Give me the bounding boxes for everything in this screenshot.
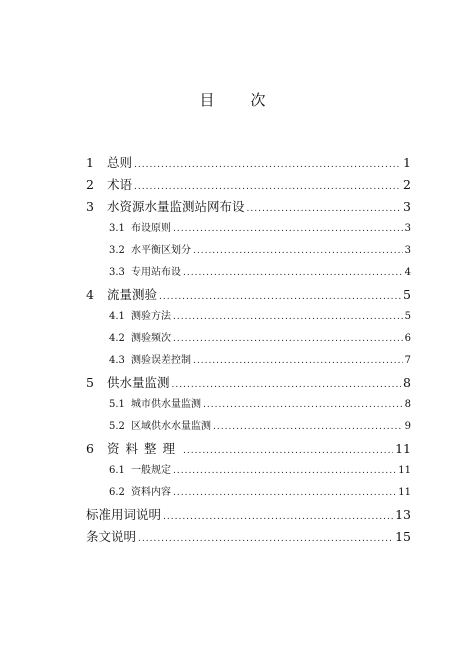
toc-entry-label: 条文说明: [86, 529, 137, 544]
toc-entry-page-number: 8: [403, 375, 411, 390]
toc-entry-page-number: 13: [395, 507, 411, 522]
toc-entry-page-number: 11: [398, 487, 411, 498]
toc-entry-label: 流量测验: [107, 287, 158, 302]
toc-entry-label: 供水量监测: [107, 375, 170, 390]
toc-entry-page-number: 4: [404, 267, 411, 278]
toc-entry-number: 6: [86, 441, 94, 456]
toc-entry-page-number: 3: [404, 245, 411, 256]
toc-entry-label: 布设原则: [131, 223, 171, 234]
toc-entry-number: 4.3: [109, 355, 125, 366]
toc-entry[interactable]: [86, 394, 411, 416]
toc-entry[interactable]: [86, 328, 411, 350]
toc-entry-number: 2: [86, 177, 94, 192]
toc-entry-number: 3: [86, 199, 94, 214]
toc-dot-leader: [172, 374, 402, 396]
toc-dot-leader: [247, 198, 402, 220]
table-of-contents: [86, 152, 411, 548]
toc-entry[interactable]: [86, 196, 411, 218]
toc-entry-label: 总则: [107, 155, 133, 170]
toc-dot-leader: [193, 240, 403, 262]
toc-entry-page-number: 8: [404, 399, 411, 410]
toc-dot-leader: [173, 460, 396, 482]
toc-entry-number: 4: [86, 287, 94, 302]
toc-entry-page-number: 9: [404, 421, 411, 432]
toc-title: 目 次: [199, 91, 268, 109]
toc-entry-number: 4.1: [109, 311, 125, 322]
toc-entry-number: 3.1: [109, 223, 125, 234]
toc-entry-label: 一般规定: [131, 465, 171, 476]
toc-entry-page-number: 3: [403, 199, 411, 214]
toc-dot-leader: [173, 328, 403, 350]
toc-entry[interactable]: [86, 460, 411, 482]
toc-entry-page-number: 5: [404, 311, 411, 322]
toc-entry-label: 测验误差控制: [131, 355, 191, 366]
toc-entry[interactable]: [86, 306, 411, 328]
toc-dot-leader: [173, 218, 403, 240]
toc-dot-leader: [138, 528, 393, 550]
toc-entry-label: 测验频次: [131, 333, 171, 344]
toc-entry-page-number: 11: [398, 465, 411, 476]
toc-entry[interactable]: [86, 174, 411, 196]
toc-entry[interactable]: [86, 152, 411, 174]
toc-dot-leader: [183, 440, 393, 462]
toc-entry-label: 水资源水量监测站网布设: [107, 199, 245, 214]
toc-dot-leader: [183, 262, 403, 284]
toc-entry[interactable]: [86, 262, 411, 284]
toc-entry[interactable]: [86, 504, 411, 526]
toc-dot-leader: [163, 506, 393, 528]
toc-entry-number: 5: [86, 375, 94, 390]
toc-dot-leader: [213, 416, 403, 438]
toc-entry[interactable]: [86, 240, 411, 262]
toc-entry-number: 6.1: [109, 465, 125, 476]
toc-entry-number: 5.2: [109, 421, 125, 432]
toc-entry-page-number: 6: [404, 333, 411, 344]
toc-dot-leader: [193, 350, 403, 372]
toc-dot-leader: [134, 154, 401, 176]
toc-entry-number: 1: [86, 155, 94, 170]
toc-entry[interactable]: [86, 416, 411, 438]
toc-entry-number: 5.1: [109, 399, 125, 410]
toc-entry[interactable]: [86, 482, 411, 504]
toc-entry-label: 区域供水水量监测: [131, 421, 211, 432]
toc-entry-page-number: 7: [404, 355, 411, 366]
toc-entry-number: 6.2: [109, 487, 125, 498]
toc-entry[interactable]: [86, 526, 411, 548]
toc-entry-number: 4.2: [109, 333, 125, 344]
toc-entry[interactable]: [86, 218, 411, 240]
toc-entry-label: 测验方法: [131, 311, 171, 322]
toc-entry-page-number: 2: [403, 177, 411, 192]
toc-entry[interactable]: [86, 372, 411, 394]
toc-entry[interactable]: [86, 284, 411, 306]
toc-entry-label: 资料内容: [131, 487, 171, 498]
toc-entry-page-number: 1: [403, 155, 411, 170]
toc-entry-number: 3.3: [109, 267, 125, 278]
toc-entry[interactable]: [86, 350, 411, 372]
toc-entry-number: 3.2: [109, 245, 125, 256]
toc-dot-leader: [203, 394, 403, 416]
toc-entry-page-number: 15: [395, 529, 411, 544]
toc-dot-leader: [134, 176, 401, 198]
toc-dot-leader: [173, 482, 396, 504]
toc-entry-page-number: 3: [404, 223, 411, 234]
toc-entry-label: 专用站布设: [131, 267, 181, 278]
toc-dot-leader: [159, 286, 401, 308]
toc-entry-label: 水平衡区划分: [131, 245, 191, 256]
toc-entry-page-number: 11: [395, 441, 411, 456]
toc-entry-label: 城市供水量监测: [131, 399, 201, 410]
toc-entry-page-number: 5: [403, 287, 411, 302]
toc-entry[interactable]: [86, 438, 411, 460]
toc-entry-label: 术语: [107, 177, 133, 192]
toc-entry-label: 资料整理: [107, 441, 182, 456]
toc-entry-label: 标准用词说明: [86, 507, 162, 522]
toc-dot-leader: [173, 306, 403, 328]
